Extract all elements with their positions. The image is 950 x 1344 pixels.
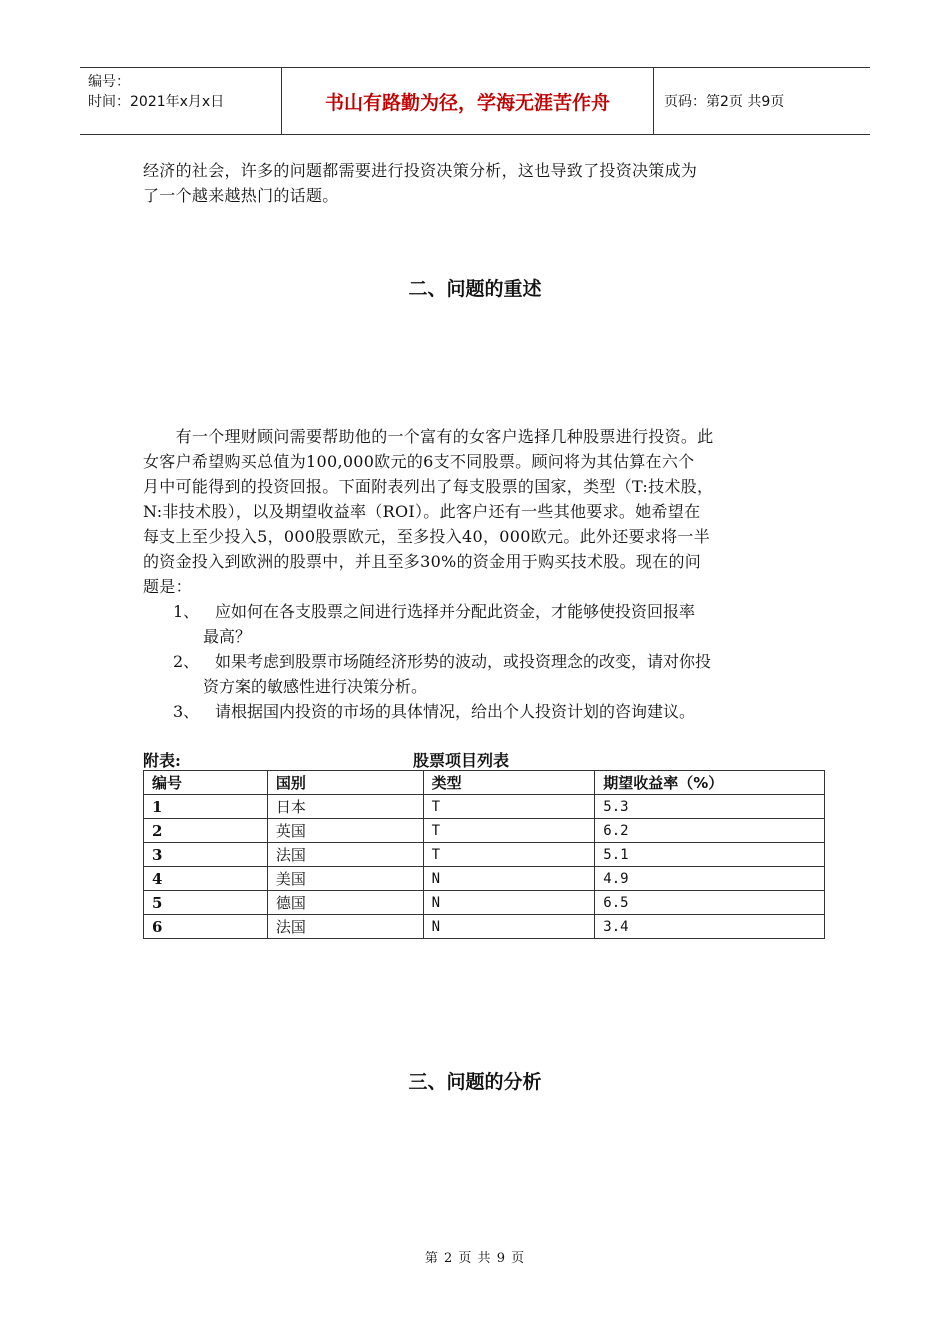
question-text-continued: 最高？ <box>203 627 252 646</box>
table-row <box>144 795 825 819</box>
question-text: 应如何在各支股票之间进行选择并分配此资金，才能够使投资回报率 <box>215 602 696 621</box>
question-number: 2、 <box>173 652 200 671</box>
column-header-type: 类型 <box>423 771 595 795</box>
cell-type: N <box>423 891 595 915</box>
question-text: 请根据国内投资的市场的具体情况，给出个人投资计划的咨询建议。 <box>215 702 696 721</box>
table-row <box>144 915 825 939</box>
cell-type: N <box>423 867 595 891</box>
cell-number: 4 <box>144 867 268 891</box>
cell-country: 法国 <box>267 915 423 939</box>
cell-country: 美国 <box>267 867 423 891</box>
question-item-1 <box>173 599 813 649</box>
question-number: 1、 <box>173 602 200 621</box>
cell-number: 5 <box>144 891 268 915</box>
table-row <box>144 891 825 915</box>
column-header-roi: 期望收益率（%） <box>595 771 825 795</box>
question-item-3 <box>173 699 813 724</box>
cell-number: 2 <box>144 819 268 843</box>
paragraph-line: 每支上至少投入5，000股票欧元，至多投入40，000欧元。此外还要求将一半 <box>143 527 711 546</box>
table-row <box>144 867 825 891</box>
cell-roi: 4.9 <box>595 867 825 891</box>
header-motto: 书山有路勤为径，学海无涯苦作舟 <box>282 68 654 134</box>
question-item-2 <box>173 649 813 699</box>
column-header-number: 编号 <box>144 771 268 795</box>
cell-number: 3 <box>144 843 268 867</box>
header-meta <box>80 68 282 134</box>
cell-country: 法国 <box>267 843 423 867</box>
paragraph-line: 的资金投入到欧洲的股票中，并且至多30%的资金用于购买技术股。现在的问 <box>143 552 702 571</box>
intro-paragraph <box>143 158 811 208</box>
question-text: 如果考虑到股票市场随经济形势的波动，或投资理念的改变，请对你投 <box>215 652 712 671</box>
table-header-row <box>144 771 825 795</box>
cell-number: 6 <box>144 915 268 939</box>
cell-country: 英国 <box>267 819 423 843</box>
document-time-label: 时间：2021年x月x日 <box>88 94 225 110</box>
paragraph-line: 题是： <box>143 577 192 596</box>
paragraph-line: 有一个理财顾问需要帮助他的一个富有的女客户选择几种股票进行投资。此 <box>143 427 714 446</box>
column-header-country: 国别 <box>267 771 423 795</box>
page-header <box>80 67 870 135</box>
cell-number: 1 <box>144 795 268 819</box>
paragraph-line: 月中可能得到的投资回报。下面附表列出了每支股票的国家，类型（T:技术股， <box>143 477 714 496</box>
stock-table <box>143 770 825 939</box>
table-caption <box>143 748 825 770</box>
document-number-label: 编号： <box>88 74 130 90</box>
section-heading-restatement: 二、问题的重述 <box>408 278 542 300</box>
cell-country: 日本 <box>267 795 423 819</box>
cell-roi: 6.5 <box>595 891 825 915</box>
page-footer: 第 2 页 共 9 页 <box>424 1251 526 1266</box>
intro-line: 了一个越来越热门的话题。 <box>143 186 339 205</box>
question-text-continued: 资方案的敏感性进行决策分析。 <box>203 677 428 696</box>
intro-line: 经济的社会，许多的问题都需要进行投资决策分析，这也导致了投资决策成为 <box>143 161 698 180</box>
question-number: 3、 <box>173 702 200 721</box>
cell-type: T <box>423 795 595 819</box>
table-row <box>144 819 825 843</box>
attachment-label: 附表: <box>143 751 181 770</box>
cell-roi: 5.1 <box>595 843 825 867</box>
cell-roi: 6.2 <box>595 819 825 843</box>
cell-country: 德国 <box>267 891 423 915</box>
cell-type: T <box>423 819 595 843</box>
section-heading-analysis: 三、问题的分析 <box>408 1071 542 1093</box>
table-row <box>144 843 825 867</box>
paragraph-line: N:非技术股），以及期望收益率（ROI）。此客户还有一些其他要求。她希望在 <box>143 502 701 521</box>
cell-roi: 3.4 <box>595 915 825 939</box>
cell-type: T <box>423 843 595 867</box>
cell-roi: 5.3 <box>595 795 825 819</box>
table-title: 股票项目列表 <box>413 751 510 770</box>
problem-paragraph <box>143 424 811 599</box>
header-page-info: 页码：第2页 共9页 <box>664 94 785 110</box>
cell-type: N <box>423 915 595 939</box>
paragraph-line: 女客户希望购买总值为100,000欧元的6支不同股票。顾问将为其估算在六个 <box>143 452 695 471</box>
